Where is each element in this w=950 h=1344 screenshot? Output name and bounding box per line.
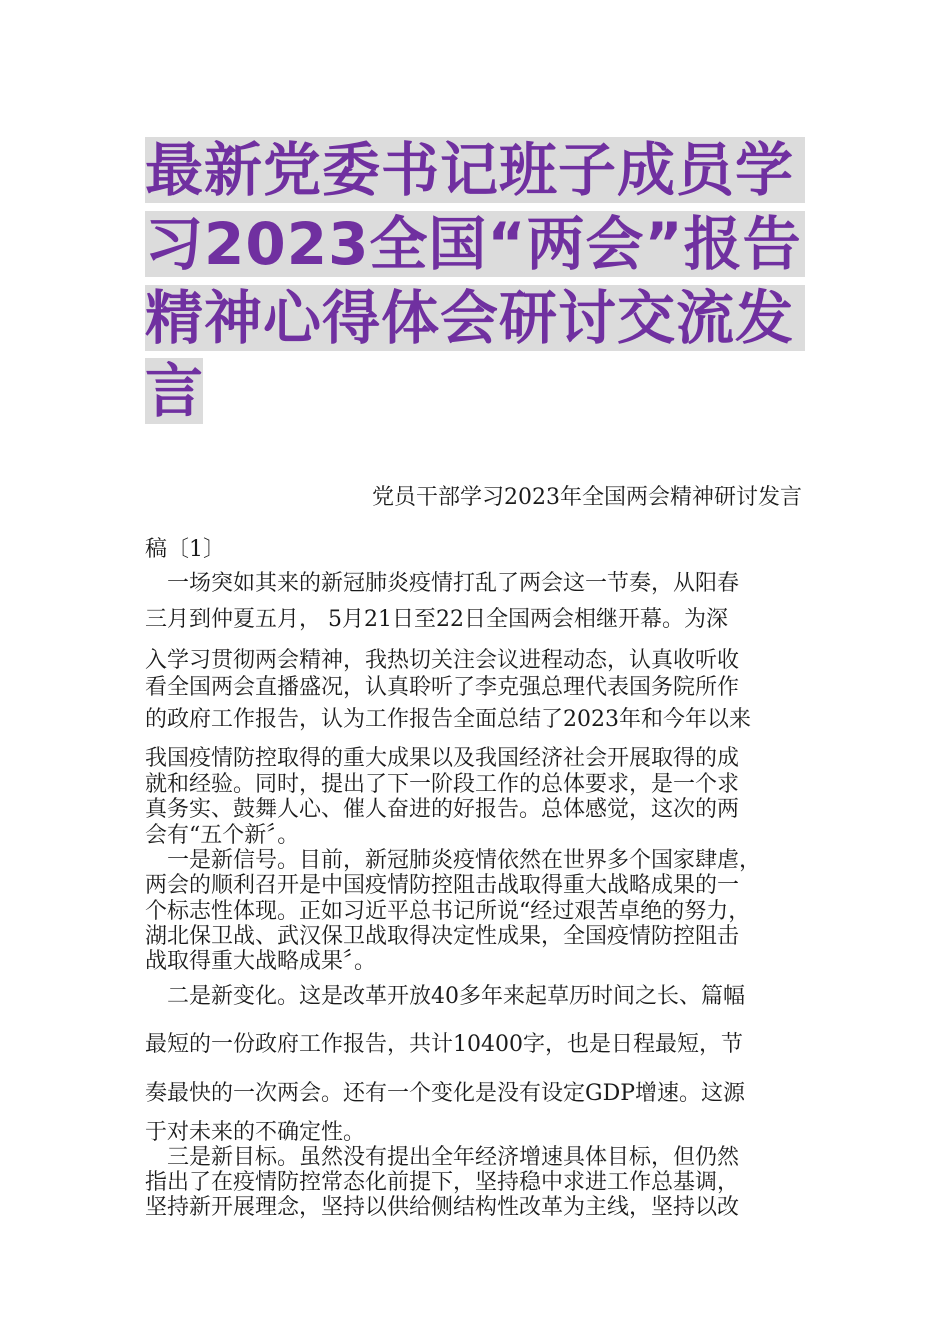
title-line-4: 言 (145, 357, 205, 425)
body-line: 个标志性体现。正如习近平总书记所说“经过艰苦卓绝的努力， (145, 899, 751, 924)
body-line: 湖北保卫战、武汉保卫战取得决定性成果，全国疫情防控阻击 (145, 924, 740, 949)
body-line: 我国疫情防控取得的重大成果以及我国经济社会开展取得的成 (145, 746, 740, 771)
body-line: 奏最快的一次两会。还有一个变化是没有设定GDP增速。这源 (145, 1081, 746, 1106)
body-line: 会有“五个新〞。 (145, 823, 300, 848)
body-line: 的政府工作报告，认为工作报告全面总结了2023年和今年以来 (145, 707, 751, 732)
body-line: 真务实、鼓舞人心、催人奋进的好报告。总体感觉，这次的两 (145, 797, 740, 822)
body-line: 战取得重大战略成果〞。 (145, 949, 377, 974)
body-line: 三是新目标。虽然没有提出全年经济增速具体目标，但仍然 (145, 1145, 740, 1170)
body-line: 两会的顺利召开是中国疫情防控阻击战取得重大战略成果的一 (145, 873, 740, 898)
title-line-1: 最新党委书记班子成员学 (145, 137, 805, 203)
title-line-3: 精神心得体会研讨交流发 (145, 285, 805, 351)
body-line: 于对未来的不确定性。 (145, 1120, 366, 1145)
body-line: 看全国两会直播盛况，认真聆听了李克强总理代表国务院所作 (145, 675, 740, 700)
body-line: 二是新变化。这是改革开放40多年来起草历时间之长、篇幅 (145, 984, 745, 1009)
body-line: 指出了在疫情防控常态化前提下，坚持稳中求进工作总基调， (145, 1170, 740, 1195)
subtitle: 党员干部学习2023年全国两会精神研讨发言 (372, 485, 802, 510)
body-line: 坚持新开展理念，坚持以供给侧结构性改革为主线，坚持以改 (145, 1195, 740, 1220)
body-line: 稿〔1〕 (145, 537, 225, 562)
body-line: 就和经验。同时，提出了下一阶段工作的总体要求，是一个求 (145, 772, 740, 797)
body-line: 一是新信号。目前，新冠肺炎疫情依然在世界多个国家肆虐， (145, 848, 762, 873)
body-line: 入学习贯彻两会精神，我热切关注会议进程动态，认真收听收 (145, 648, 740, 673)
body-line: 最短的一份政府工作报告，共计10400字，也是日程最短，节 (145, 1032, 743, 1057)
body-line: 三月到仲夏五月， 5月21日至22日全国两会相继开幕。为深 (145, 607, 728, 632)
body-line: 一场突如其来的新冠肺炎疫情打乱了两会这一节奏，从阳春 (145, 571, 740, 596)
title-line-2: 习2023全国“两会”报告 (145, 211, 805, 277)
